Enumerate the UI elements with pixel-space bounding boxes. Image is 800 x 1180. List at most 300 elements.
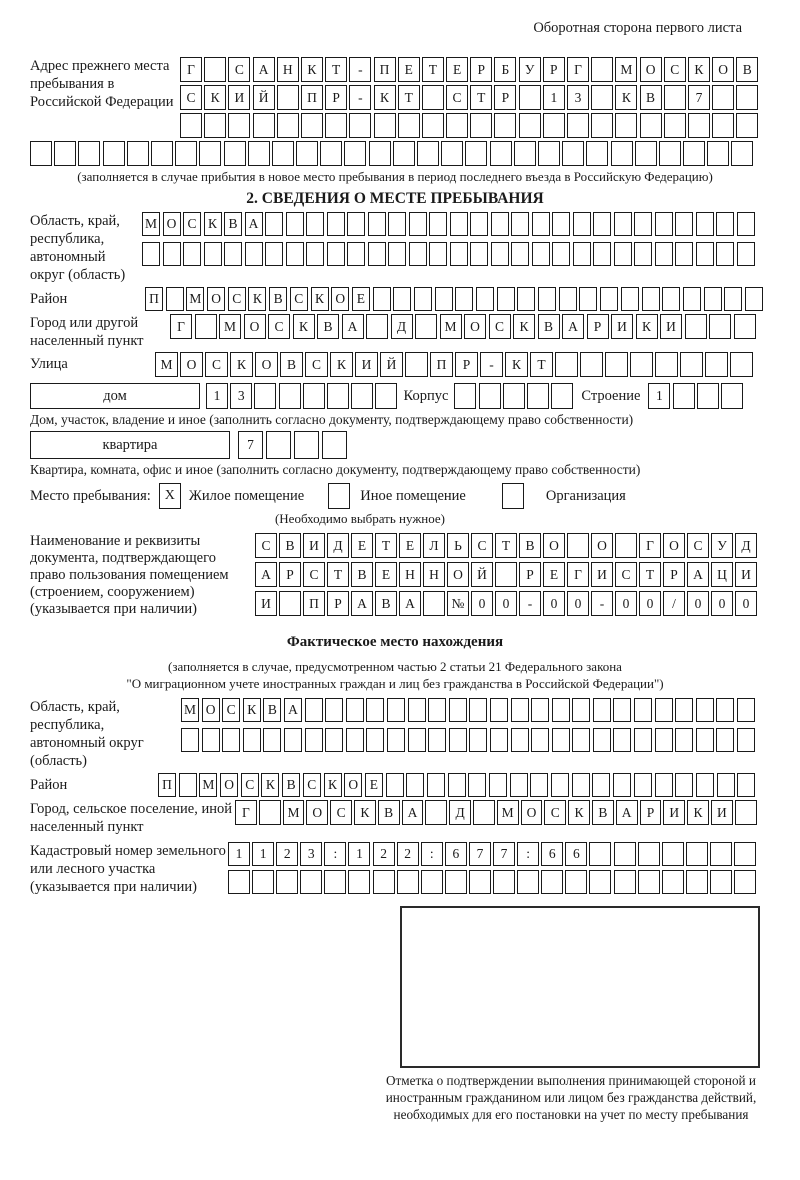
char-cell[interactable]: 7 [688,85,710,110]
char-cell[interactable] [490,141,512,166]
char-cell[interactable] [638,870,660,894]
char-cell[interactable]: Р [663,562,685,587]
char-cell[interactable]: Г [567,57,589,82]
char-cell[interactable]: П [374,57,396,82]
char-cell[interactable] [180,113,202,138]
char-cell[interactable] [736,113,758,138]
char-cell[interactable] [142,242,160,266]
char-cell[interactable] [286,242,304,266]
char-cell[interactable]: М [142,212,160,236]
char-cell[interactable]: В [538,314,560,339]
char-cell[interactable]: М [440,314,462,339]
char-cell[interactable] [655,242,673,266]
char-cell[interactable] [519,113,541,138]
char-cell[interactable]: - [349,85,371,110]
char-cell[interactable]: Е [375,562,397,587]
char-cell[interactable] [393,141,415,166]
char-cell[interactable]: Г [567,562,589,587]
char-cell[interactable] [473,800,495,825]
char-cell[interactable] [635,141,657,166]
char-cell[interactable] [327,212,345,236]
char-cell[interactable]: У [519,57,541,82]
char-cell[interactable] [393,287,411,311]
char-cell[interactable]: О [244,314,266,339]
char-cell[interactable]: - [591,591,613,616]
char-cell[interactable] [490,698,508,722]
char-cell[interactable]: О [207,287,225,311]
char-cell[interactable] [724,287,742,311]
char-cell[interactable]: 2 [276,842,298,866]
char-cell[interactable] [349,113,371,138]
char-cell[interactable]: Д [327,533,349,558]
char-cell[interactable] [721,383,743,409]
char-cell[interactable] [491,242,509,266]
char-cell[interactable] [417,141,439,166]
char-cell[interactable] [388,212,406,236]
char-cell[interactable] [664,85,686,110]
char-cell[interactable]: С [180,85,202,110]
char-cell[interactable] [465,141,487,166]
char-cell[interactable] [320,141,342,166]
char-cell[interactable] [593,698,611,722]
char-cell[interactable] [662,287,680,311]
char-cell[interactable]: № [447,591,469,616]
char-cell[interactable] [414,287,432,311]
char-cell[interactable]: К [513,314,535,339]
char-cell[interactable] [265,212,283,236]
char-cell[interactable]: О [521,800,543,825]
char-cell[interactable] [551,773,569,797]
char-cell[interactable]: А [284,698,302,722]
char-cell[interactable]: Г [235,800,257,825]
char-cell[interactable]: С [228,287,246,311]
char-cell[interactable]: В [279,533,301,558]
char-cell[interactable]: И [303,533,325,558]
char-cell[interactable]: С [615,562,637,587]
char-cell[interactable] [386,773,404,797]
char-cell[interactable] [613,728,631,752]
char-cell[interactable] [519,85,541,110]
char-cell[interactable] [686,842,708,866]
char-cell[interactable] [204,113,226,138]
char-cell[interactable] [611,141,633,166]
char-cell[interactable] [175,141,197,166]
char-cell[interactable] [696,698,714,722]
char-cell[interactable]: Л [423,533,445,558]
checkbox-zhiloe[interactable]: X [159,483,181,509]
char-cell[interactable]: Т [327,562,349,587]
char-cell[interactable] [397,870,419,894]
char-cell[interactable]: С [241,773,259,797]
char-cell[interactable]: А [399,591,421,616]
char-cell[interactable] [491,212,509,236]
char-cell[interactable]: 1 [348,842,370,866]
char-cell[interactable] [455,287,473,311]
char-cell[interactable]: К [687,800,709,825]
char-cell[interactable] [552,242,570,266]
char-cell[interactable] [572,698,590,722]
char-cell[interactable]: Т [375,533,397,558]
char-cell[interactable] [259,800,281,825]
char-cell[interactable]: 0 [471,591,493,616]
char-cell[interactable]: В [224,212,242,236]
char-cell[interactable] [664,113,686,138]
char-cell[interactable]: Т [495,533,517,558]
char-cell[interactable] [406,773,424,797]
char-cell[interactable] [589,870,611,894]
char-cell[interactable] [511,212,529,236]
char-cell[interactable] [494,113,516,138]
char-cell[interactable]: А [253,57,275,82]
char-cell[interactable] [449,728,467,752]
char-cell[interactable] [493,870,515,894]
char-cell[interactable] [277,85,299,110]
char-cell[interactable] [567,533,589,558]
char-cell[interactable] [565,870,587,894]
char-cell[interactable]: 1 [252,842,274,866]
char-cell[interactable] [736,85,758,110]
char-cell[interactable]: М [181,698,199,722]
char-cell[interactable]: О [202,698,220,722]
char-cell[interactable]: Ь [447,533,469,558]
char-cell[interactable]: 0 [495,591,517,616]
char-cell[interactable] [555,352,578,377]
char-cell[interactable] [696,212,714,236]
char-cell[interactable] [445,870,467,894]
char-cell[interactable] [538,287,556,311]
char-cell[interactable]: Й [471,562,493,587]
char-cell[interactable]: Н [399,562,421,587]
char-cell[interactable] [490,728,508,752]
char-cell[interactable] [593,728,611,752]
char-cell[interactable] [346,698,364,722]
char-cell[interactable] [541,870,563,894]
char-cell[interactable]: Й [253,85,275,110]
char-cell[interactable]: В [519,533,541,558]
char-cell[interactable]: С [183,212,201,236]
char-cell[interactable] [408,698,426,722]
char-cell[interactable]: Т [639,562,661,587]
char-cell[interactable]: Д [735,533,757,558]
char-cell[interactable]: М [219,314,241,339]
char-cell[interactable] [253,113,275,138]
char-cell[interactable] [614,242,632,266]
char-cell[interactable] [697,383,719,409]
char-cell[interactable] [276,870,298,894]
char-cell[interactable]: С [489,314,511,339]
char-cell[interactable]: Й [380,352,403,377]
char-cell[interactable] [696,242,714,266]
char-cell[interactable]: К [311,287,329,311]
char-cell[interactable] [737,212,755,236]
char-cell[interactable] [517,870,539,894]
char-cell[interactable] [228,113,250,138]
char-cell[interactable]: С [268,314,290,339]
char-cell[interactable]: О [306,800,328,825]
char-cell[interactable]: Е [352,287,370,311]
char-cell[interactable] [614,212,632,236]
char-cell[interactable] [707,141,729,166]
char-cell[interactable]: М [283,800,305,825]
char-cell[interactable] [374,113,396,138]
char-cell[interactable] [429,242,447,266]
char-cell[interactable] [294,431,319,459]
char-cell[interactable] [737,728,755,752]
char-cell[interactable] [734,314,756,339]
char-cell[interactable]: Р [455,352,478,377]
char-cell[interactable] [511,728,529,752]
char-cell[interactable]: : [324,842,346,866]
char-cell[interactable] [322,431,347,459]
char-cell[interactable] [605,352,628,377]
char-cell[interactable]: Р [470,57,492,82]
char-cell[interactable] [373,870,395,894]
char-cell[interactable] [428,728,446,752]
char-cell[interactable]: - [519,591,541,616]
char-cell[interactable] [662,842,684,866]
char-cell[interactable] [423,591,445,616]
char-cell[interactable]: М [186,287,204,311]
char-cell[interactable] [532,212,550,236]
char-cell[interactable]: 3 [300,842,322,866]
char-cell[interactable] [279,383,301,409]
char-cell[interactable] [614,842,636,866]
char-cell[interactable] [476,287,494,311]
char-cell[interactable] [731,141,753,166]
char-cell[interactable]: 2 [397,842,419,866]
char-cell[interactable]: В [280,352,303,377]
char-cell[interactable]: В [269,287,287,311]
char-cell[interactable] [673,383,695,409]
char-cell[interactable]: - [349,57,371,82]
char-cell[interactable]: О [344,773,362,797]
char-cell[interactable] [166,287,184,311]
char-cell[interactable] [613,773,631,797]
char-cell[interactable] [222,728,240,752]
char-cell[interactable] [593,212,611,236]
char-cell[interactable]: Н [277,57,299,82]
char-cell[interactable] [306,212,324,236]
char-cell[interactable] [659,141,681,166]
char-cell[interactable] [301,113,323,138]
char-cell[interactable] [511,242,529,266]
char-cell[interactable]: О [447,562,469,587]
char-cell[interactable]: С [290,287,308,311]
char-cell[interactable] [696,773,714,797]
checkbox-inoe[interactable] [328,483,350,509]
char-cell[interactable] [252,870,274,894]
char-cell[interactable]: И [660,314,682,339]
char-cell[interactable] [265,242,283,266]
char-cell[interactable]: Т [398,85,420,110]
char-cell[interactable]: 0 [639,591,661,616]
char-cell[interactable] [735,800,757,825]
char-cell[interactable]: 7 [238,431,263,459]
char-cell[interactable]: 1 [228,842,250,866]
char-cell[interactable] [441,141,463,166]
checkbox-organizatsiya[interactable] [502,483,524,509]
char-cell[interactable] [421,870,443,894]
char-cell[interactable]: С [446,85,468,110]
char-cell[interactable]: В [375,591,397,616]
char-cell[interactable] [737,698,755,722]
char-cell[interactable]: О [180,352,203,377]
char-cell[interactable]: А [351,591,373,616]
char-cell[interactable] [368,212,386,236]
char-cell[interactable]: Г [170,314,192,339]
char-cell[interactable] [593,242,611,266]
char-cell[interactable]: С [228,57,250,82]
char-cell[interactable]: 1 [543,85,565,110]
char-cell[interactable] [503,383,525,409]
char-cell[interactable] [573,212,591,236]
char-cell[interactable] [470,242,488,266]
char-cell[interactable] [538,141,560,166]
char-cell[interactable] [552,728,570,752]
char-cell[interactable] [344,141,366,166]
char-cell[interactable]: С [664,57,686,82]
char-cell[interactable] [428,698,446,722]
char-cell[interactable]: Р [325,85,347,110]
char-cell[interactable] [562,141,584,166]
char-cell[interactable]: 0 [543,591,565,616]
char-cell[interactable]: К [230,352,253,377]
char-cell[interactable]: Г [180,57,202,82]
char-cell[interactable]: И [663,800,685,825]
char-cell[interactable]: Т [530,352,553,377]
char-cell[interactable] [479,383,501,409]
char-cell[interactable] [532,242,550,266]
char-cell[interactable] [586,141,608,166]
char-cell[interactable] [272,141,294,166]
char-cell[interactable] [730,352,753,377]
char-cell[interactable] [600,287,618,311]
char-cell[interactable] [228,870,250,894]
char-cell[interactable] [572,773,590,797]
char-cell[interactable]: И [355,352,378,377]
char-cell[interactable] [388,242,406,266]
char-cell[interactable]: Ц [711,562,733,587]
char-cell[interactable] [450,242,468,266]
char-cell[interactable]: Т [325,57,347,82]
char-cell[interactable]: В [282,773,300,797]
char-cell[interactable] [127,141,149,166]
char-cell[interactable] [469,870,491,894]
char-cell[interactable]: И [735,562,757,587]
char-cell[interactable] [615,113,637,138]
char-cell[interactable] [224,242,242,266]
char-cell[interactable]: В [263,698,281,722]
char-cell[interactable]: Р [587,314,609,339]
char-cell[interactable]: О [331,287,349,311]
char-cell[interactable]: Р [494,85,516,110]
char-cell[interactable] [368,242,386,266]
char-cell[interactable]: Е [398,57,420,82]
char-cell[interactable]: С [222,698,240,722]
char-cell[interactable] [683,141,705,166]
char-cell[interactable] [103,141,125,166]
char-cell[interactable] [366,314,388,339]
char-cell[interactable] [373,287,391,311]
char-cell[interactable]: Т [422,57,444,82]
char-cell[interactable] [573,242,591,266]
char-cell[interactable] [470,113,492,138]
char-cell[interactable] [469,728,487,752]
char-cell[interactable] [202,728,220,752]
char-cell[interactable] [709,314,731,339]
char-cell[interactable] [567,113,589,138]
char-cell[interactable]: - [480,352,503,377]
char-cell[interactable] [716,728,734,752]
char-cell[interactable] [254,383,276,409]
char-cell[interactable] [183,242,201,266]
char-cell[interactable]: 2 [373,842,395,866]
char-cell[interactable] [415,314,437,339]
char-cell[interactable] [559,287,577,311]
char-cell[interactable]: В [592,800,614,825]
char-cell[interactable]: П [301,85,323,110]
char-cell[interactable] [716,242,734,266]
char-cell[interactable]: 1 [206,383,228,409]
char-cell[interactable] [398,113,420,138]
char-cell[interactable] [325,728,343,752]
char-cell[interactable] [387,728,405,752]
char-cell[interactable] [346,728,364,752]
char-cell[interactable]: С [205,352,228,377]
char-cell[interactable] [325,113,347,138]
char-cell[interactable]: / [663,591,685,616]
char-cell[interactable] [527,383,549,409]
char-cell[interactable] [675,212,693,236]
char-cell[interactable]: Н [423,562,445,587]
char-cell[interactable]: С [544,800,566,825]
char-cell[interactable]: Е [543,562,565,587]
char-cell[interactable] [696,728,714,752]
char-cell[interactable] [163,242,181,266]
char-cell[interactable] [446,113,468,138]
char-cell[interactable] [710,842,732,866]
char-cell[interactable] [468,773,486,797]
char-cell[interactable] [716,698,734,722]
char-cell[interactable]: К [261,773,279,797]
char-cell[interactable]: Е [399,533,421,558]
char-cell[interactable] [642,287,660,311]
char-cell[interactable] [369,141,391,166]
char-cell[interactable] [199,141,221,166]
char-cell[interactable] [716,212,734,236]
char-cell[interactable] [745,287,763,311]
char-cell[interactable] [592,773,610,797]
char-cell[interactable]: 7 [493,842,515,866]
char-cell[interactable] [613,698,631,722]
char-cell[interactable]: К [324,773,342,797]
char-cell[interactable] [497,287,515,311]
char-cell[interactable] [469,698,487,722]
char-cell[interactable] [717,773,735,797]
char-cell[interactable]: А [255,562,277,587]
char-cell[interactable] [296,141,318,166]
char-cell[interactable]: 3 [567,85,589,110]
char-cell[interactable] [279,591,301,616]
char-cell[interactable] [348,870,370,894]
char-cell[interactable]: К [568,800,590,825]
char-cell[interactable]: К [204,212,222,236]
char-cell[interactable] [248,141,270,166]
char-cell[interactable]: Р [519,562,541,587]
char-cell[interactable] [634,242,652,266]
char-cell[interactable] [306,242,324,266]
char-cell[interactable]: К [615,85,637,110]
